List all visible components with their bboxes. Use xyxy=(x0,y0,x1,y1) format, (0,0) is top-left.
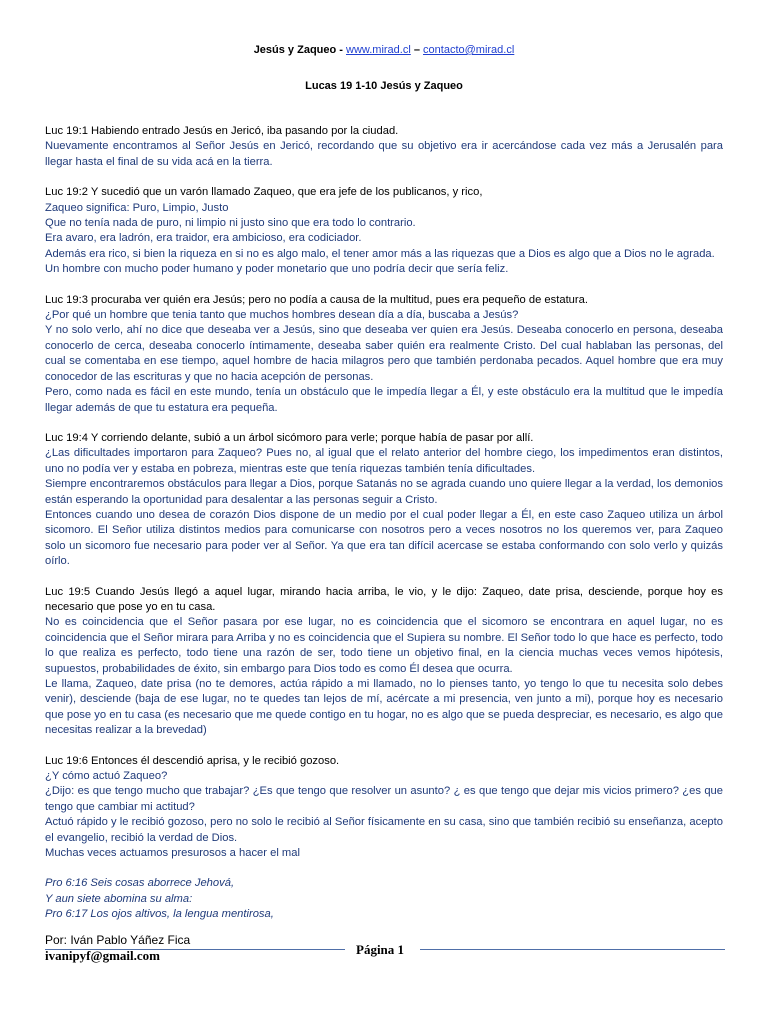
verse-section xyxy=(45,585,723,739)
commentary-paragraph: Actuó rápido y le recibió gozoso, pero no solo le recibió al Señor físicamente en su casa, sino que también recibió su enseñanza, acepto el evangelio, recibió la verdad de Dios. xyxy=(45,816,723,844)
commentary-paragraph: Muchas veces actuamos presurosos a hacer el mal xyxy=(45,847,300,860)
scripture-quote xyxy=(45,876,723,922)
commentary-paragraph: Zaqueo significa: Puro, Limpio, Justo xyxy=(45,201,229,214)
commentary-paragraph: Pero, como nada es fácil en este mundo, tenía un obstáculo que le impedía llegar a Él, y este obstáculo era la multitud que le impedía llegar además de que tu estatura era pequeña. xyxy=(45,386,723,414)
quote-line: Pro 6:17 Los ojos altivos, la lengua mentirosa, xyxy=(45,908,274,921)
page-number: Página 1 xyxy=(356,942,405,957)
commentary-paragraph: Que no tenía nada de puro, ni limpio ni justo sino que era todo lo contrario. xyxy=(45,217,416,230)
commentary-paragraph: Nuevamente encontramos al Señor Jesús en Jericó, recordando que su objetivo era ir acercándose cada vez más a Jerusalén para llegar hasta el final de su vida acá en la tierra. xyxy=(45,140,723,168)
footer-email: ivanipyf@gmail.com xyxy=(45,948,161,963)
commentary-paragraph: Siempre encontraremos obstáculos para llegar a Dios, porque Satanás no se agrada cuando uno quiere llegar a la verdad, los demonios están esperando la oportunidad para desalentar a las personas seguir a Cristo. xyxy=(45,478,723,506)
commentary-paragraph: ¿Por qué un hombre que tenia tanto que muchos hombres desean día a día, buscaba a Jesús? xyxy=(45,309,519,322)
commentary-paragraph: Además era rico, si bien la riqueza en si no es algo malo, el tener amor más a las riquezas que a Dios es algo que a Dios no le agrada. xyxy=(45,247,715,260)
commentary-paragraph: Entonces cuando uno desea de corazón Dios dispone de un medio por el cual poder llegar a Él, en este caso Zaqueo utiliza un árbol sicomoro. El Señor utiliza distintos medios para comunicarse con nosotros pero a veces nosotros no los queremos ver, para Zaqueo solo un sicomoro fue necesario para poder ver al Señor. Ya que era tan difícil acercase se estaba conformando con solo verlo y quizás oírlo. xyxy=(45,508,723,568)
document-header xyxy=(0,44,768,56)
commentary-paragraph: No es coincidencia que el Señor pasara por ese lugar, no es coincidencia que el sicomoro se encontrara en aquel lugar, no es coincidencia que el Señor mirara para Arriba y no es coincidencia que el Supiera su nombre. El Señor todo lo que hace es perfecto, todo lo que realiza es perfecto, todo tiene una razón de ser, todo tiene un objetivo final, en la ciencia muchas veces vemos hipótesis, supuestos, probabilidades de éxito, sin embargo para Dios todo es como Él desea que ocurra. xyxy=(45,616,723,675)
header-separator: – xyxy=(410,44,424,56)
verse-text: Luc 19:2 Y sucedió que un varón llamado Zaqueo, que era jefe de los publicanos, y rico, xyxy=(45,186,483,199)
commentary-paragraph: ¿Dijo: es que tengo mucho que trabajar? ¿Es que tengo que resolver un asunto? ¿ es que tengo que dejar mis vicios primero? ¿es que tengo que cambiar mi actitud? xyxy=(45,785,723,813)
site-link[interactable]: www.mirad.cl xyxy=(346,44,411,56)
verse-section xyxy=(45,124,723,170)
commentary-paragraph: Era avaro, era ladrón, era traidor, era ambicioso, era codiciador. xyxy=(45,232,362,245)
document-subtitle: Lucas 19 1-10 Jesús y Zaqueo xyxy=(305,80,463,92)
commentary-paragraph: Un hombre con mucho poder humano y poder monetario que uno podría decir que sería feliz. xyxy=(45,263,509,276)
verse-text: Luc 19:6 Entonces él descendió aprisa, y le recibió gozoso. xyxy=(45,754,340,767)
commentary-paragraph: ¿Las dificultades importaron para Zaqueo? Pues no, al igual que el relato anterior del hombre ciego, los impedimentos eran distintos, uno no podía ver y estaba en pobreza, mientras este que tenía riquezas también tenía dificultades. xyxy=(45,447,723,475)
verse-section xyxy=(45,293,723,416)
verse-text: Luc 19:4 Y corriendo delante, subió a un árbol sicómoro para verle; porque había de pasar por allí. xyxy=(45,431,534,444)
document-body xyxy=(45,124,723,923)
quote-line: Pro 6:16 Seis cosas aborrece Jehová, xyxy=(45,877,235,890)
header-title: Jesús y Zaqueo - xyxy=(253,44,346,56)
verse-text: Luc 19:3 procuraba ver quién era Jesús; pero no podía a causa de la multitud, pues era pequeño de estatura. xyxy=(45,293,588,306)
commentary-paragraph: ¿Y cómo actuó Zaqueo? xyxy=(45,770,168,783)
commentary-paragraph: Y no solo verlo, ahí no dice que deseaba ver a Jesús, sino que deseaba ver quien era Jesús. Deseaba conocerlo en persona, deseaba conocerlo de cerca, deseaba conocerlo íntimamente, deseaba saber quién era realmente Cristo. Del cual hablaban las personas, del cual se comentaba en ese tiempo, aquel hombre de hacia milagros pero que también perdonaba pecados. Aquel hombre que era muy conocedor de las escrituras y que no hacia acepción de personas. xyxy=(45,324,723,383)
email-link[interactable]: contacto@mirad.cl xyxy=(423,44,515,56)
footer-author: Por: Iván Pablo Yáñez Fica xyxy=(45,933,191,947)
verse-section xyxy=(45,185,723,277)
quote-line: Y aun siete abomina su alma: xyxy=(45,892,193,905)
verse-section xyxy=(45,754,723,862)
verse-text: Luc 19:5 Cuando Jesús llegó a aquel lugar, mirando hacia arriba, le vio, y le dijo: Zaqueo, date prisa, desciende, porque hoy es necesario que pose yo en tu casa. xyxy=(45,585,723,613)
verse-text: Luc 19:1 Habiendo entrado Jesús en Jericó, iba pasando por la ciudad. xyxy=(45,125,399,137)
commentary-paragraph: Le llama, Zaqueo, date prisa (no te demores, actúa rápido a mi llamado, no lo pienses tanto, yo tengo lo que tu necesita solo debes venir), desciende (baja de ese lugar, no te quedes tan lejos de mí, acércate a mi presencia, ven junto a mi), porque hoy es necesario que pose yo en tu casa (es necesario que me quede contigo en tu hogar, no es algo que se pueda despreciar, es necesario, es algo que necesitas realizar a la brevedad) xyxy=(45,678,723,737)
footer-divider-right xyxy=(420,949,725,950)
verse-section xyxy=(45,431,723,570)
